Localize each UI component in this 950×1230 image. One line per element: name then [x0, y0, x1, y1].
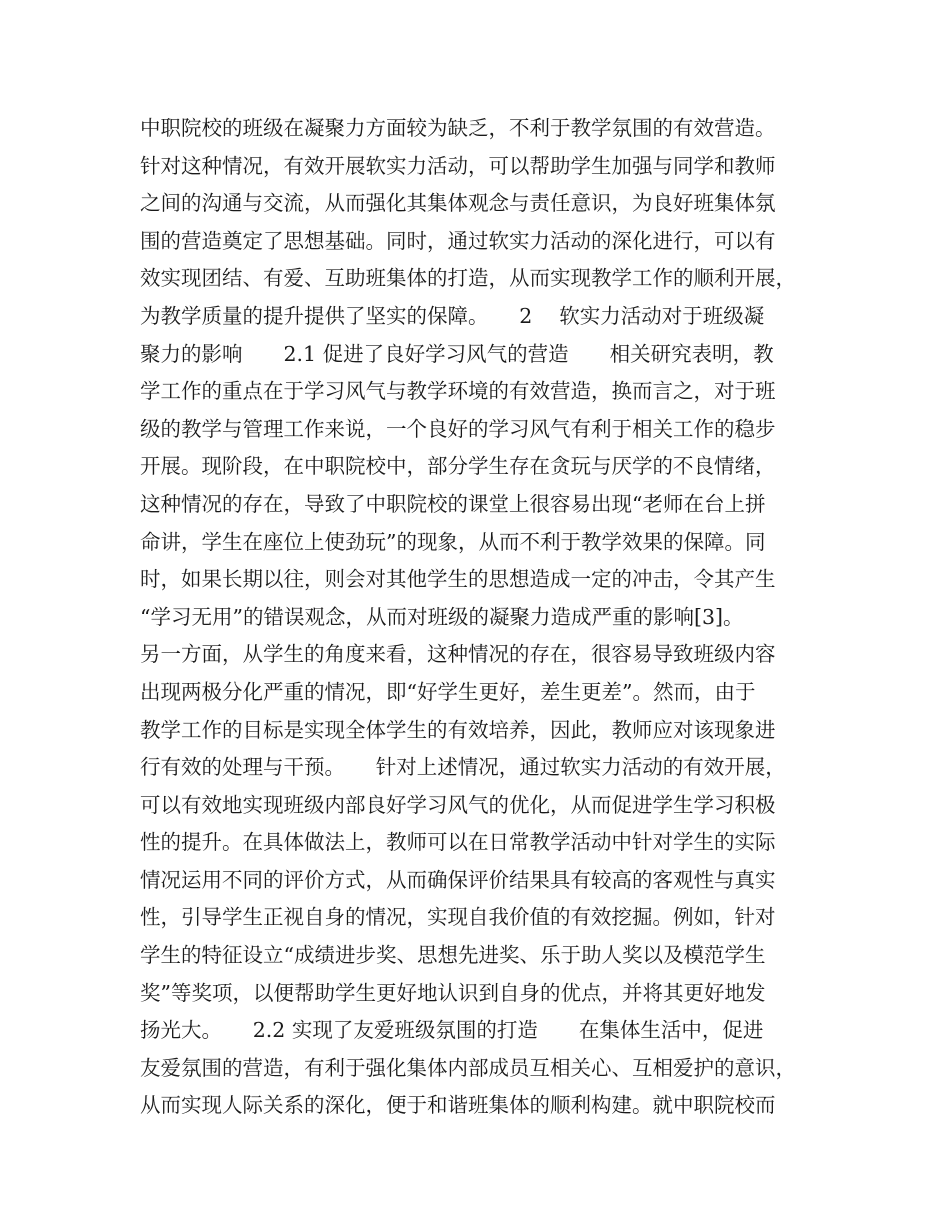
text-line: 学生的特征设立“成绩进步奖、思想先进奖、乐于助人奖以及模范学生 [140, 943, 766, 968]
text-line: 另一方面，从学生的角度来看，这种情况的存在，很容易导致班级内容 [140, 642, 776, 667]
text-line: 中职院校的班级在凝聚力方面较为缺乏，不利于教学氛围的有效营造。 [140, 116, 776, 140]
text-line: 针对这种情况，有效开展软实力活动，可以帮助学生加强与同学和教师 [140, 153, 776, 178]
text-line: 行有效的处理与干预。 针对上述情况，通过软实力活动的有效开展， [140, 755, 786, 780]
text-line: 时，如果长期以往，则会对其他学生的思想造成一定的冲击，令其产生 [140, 567, 776, 592]
text-line: 开展。现阶段，在中职院校中，部分学生存在贪玩与厌学的不良情绪， [140, 454, 776, 479]
text-line: 级的教学与管理工作来说，一个良好的学习风气有利于相关工作的稳步 [140, 416, 776, 441]
text-line: 从而实现人际关系的深化，便于和谐班集体的顺利构建。就中职院校而 [140, 1093, 776, 1118]
text-line: 为教学质量的提升提供了坚实的保障。 2 软实力活动对于班级凝 [140, 303, 765, 328]
text-line: 之间的沟通与交流，从而强化其集体观念与责任意识，为良好班集体氛 [140, 191, 776, 216]
text-line: 奖”等奖项，以便帮助学生更好地认识到自身的优点，并将其更好地发 [140, 980, 766, 1005]
body-text [140, 110, 830, 1125]
text-line: 聚力的影响 2.1 促进了良好学习风气的营造 相关研究表明，教 [140, 341, 774, 366]
text-line: “学习无用”的错误观念，从而对班级的凝聚力造成严重的影响[3]。 [140, 604, 744, 629]
text-line: 学工作的重点在于学习风气与教学环境的有效营造，换而言之，对于班 [140, 379, 776, 404]
text-line: 出现两极分化严重的情况，即“好学生更好，差生更差”。然而，由于 [140, 679, 756, 704]
text-line: 命讲，学生在座位上使劲玩”的现象，从而不利于教学效果的保障。同 [140, 529, 766, 554]
text-line: 围的营造奠定了思想基础。同时，通过软实力活动的深化进行，可以有 [140, 228, 776, 253]
text-line: 友爱氛围的营造，有利于强化集体内部成员互相关心、互相爱护的意识， [140, 1055, 796, 1080]
text-line: 情况运用不同的评价方式，从而确保评价结果具有较高的客观性与真实 [140, 867, 776, 892]
text-line: 性的提升。在具体做法上，教师可以在日常教学活动中针对学生的实际 [140, 830, 776, 855]
text-line: 这种情况的存在，导致了中职院校的课堂上很容易出现“老师在台上拼 [140, 491, 766, 516]
text-line: 教学工作的目标是实现全体学生的有效培养，因此，教师应对该现象进 [140, 717, 776, 742]
text-line: 效实现团结、有爱、互助班集体的打造，从而实现教学工作的顺利开展， [140, 266, 796, 291]
text-line: 扬光大。 2.2 实现了友爱班级氛围的打造 在集体生活中，促进 [140, 1018, 764, 1043]
text-line: 性，引导学生正视自身的情况，实现自我价值的有效挖掘。例如，针对 [140, 905, 776, 930]
text-line: 可以有效地实现班级内部良好学习风气的优化，从而促进学生学习积极 [140, 792, 776, 817]
